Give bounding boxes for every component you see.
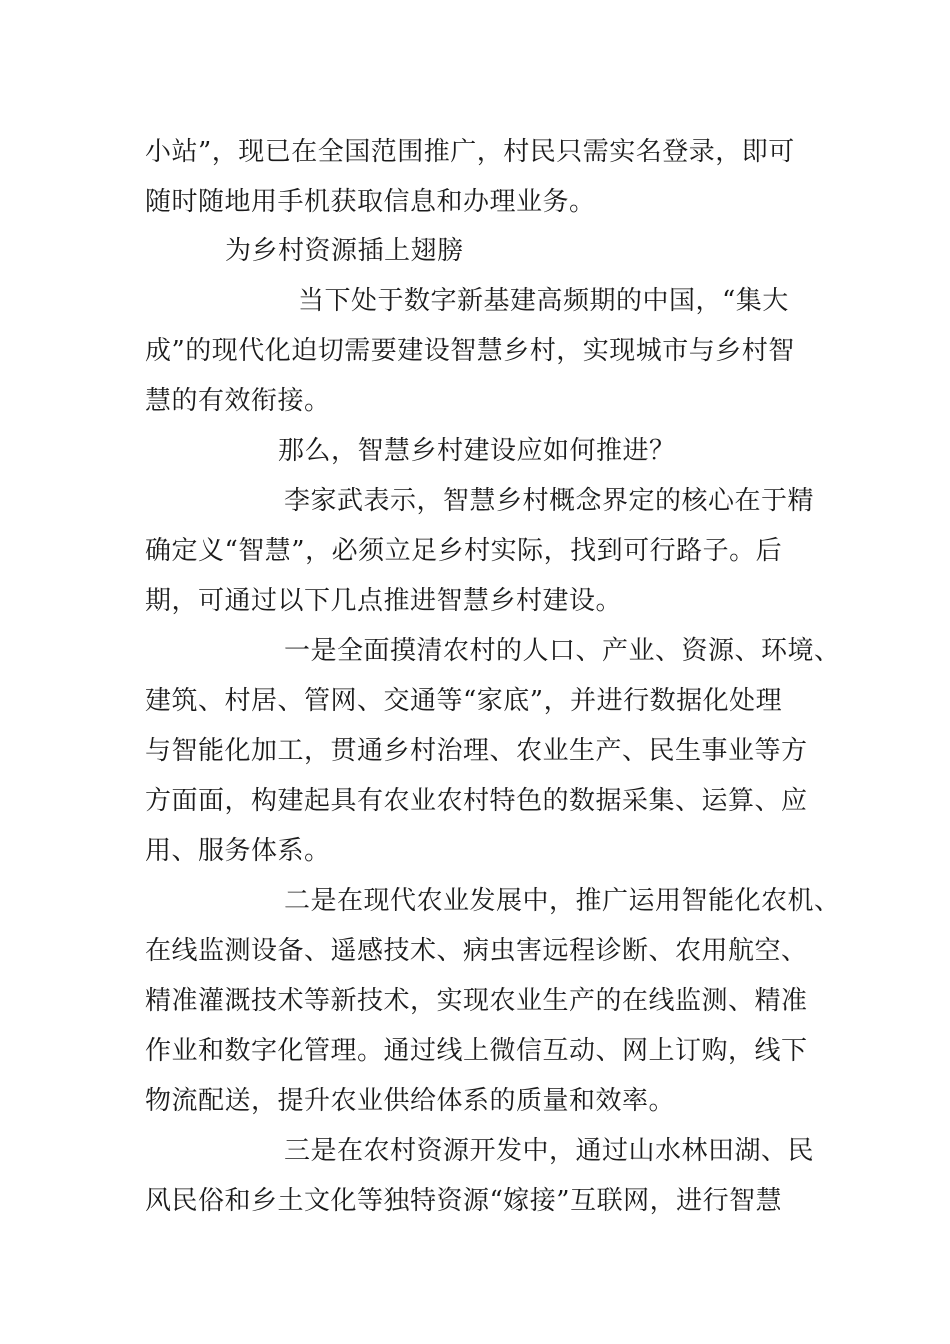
- text-line: 用、服务体系。: [145, 836, 331, 866]
- text-line: 二是在现代农业发展中，推广运用智能化农机、: [284, 886, 841, 916]
- text-line: 在线监测设备、遥感技术、病虫害远程诊断、农用航空、: [145, 936, 808, 966]
- text-line: 期，可通过以下几点推进智慧乡村建设。: [145, 586, 623, 616]
- text-line: 方面面，构建起具有农业农村特色的数据采集、运算、应: [145, 786, 808, 816]
- text-line: 李家武表示，智慧乡村概念界定的核心在于精: [284, 486, 815, 516]
- text-line: 当下处于数字新基建高频期的中国，“集大: [298, 286, 789, 316]
- text-line: 与智能化加工，贯通乡村治理、农业生产、民生事业等方: [145, 736, 808, 766]
- text-line: 那么，智慧乡村建设应如何推进？: [278, 436, 676, 466]
- text-line: 随时随地用手机获取信息和办理业务。: [145, 187, 596, 217]
- text-line: 作业和数字化管理。通过线上微信互动、网上订购，线下: [145, 1036, 808, 1066]
- text-line: 一是全面摸清农村的人口、产业、资源、环境、: [284, 636, 841, 666]
- text-line: 风民俗和乡土文化等独特资源“嫁接”互联网，进行智慧: [145, 1186, 783, 1216]
- text-line: 建筑、村居、管网、交通等“家底”，并进行数据化处理: [145, 686, 783, 716]
- text-line: 确定义“智慧”，必须立足乡村实际，找到可行路子。后: [145, 536, 783, 566]
- text-line: 精准灌溉技术等新技术，实现农业生产的在线监测、精准: [145, 986, 808, 1016]
- text-line: 成”的现代化迫切需要建设智慧乡村，实现城市与乡村智: [145, 336, 795, 366]
- text-line: 物流配送，提升农业供给体系的质量和效率。: [145, 1086, 676, 1116]
- text-line: 三是在农村资源开发中，通过山水林田湖、民: [284, 1136, 815, 1166]
- text-line: 小站”，现已在全国范围推广，村民只需实名登录，即可: [145, 137, 795, 167]
- text-line: 慧的有效衔接。: [145, 386, 331, 416]
- section-heading: 为乡村资源插上翅膀: [225, 236, 464, 266]
